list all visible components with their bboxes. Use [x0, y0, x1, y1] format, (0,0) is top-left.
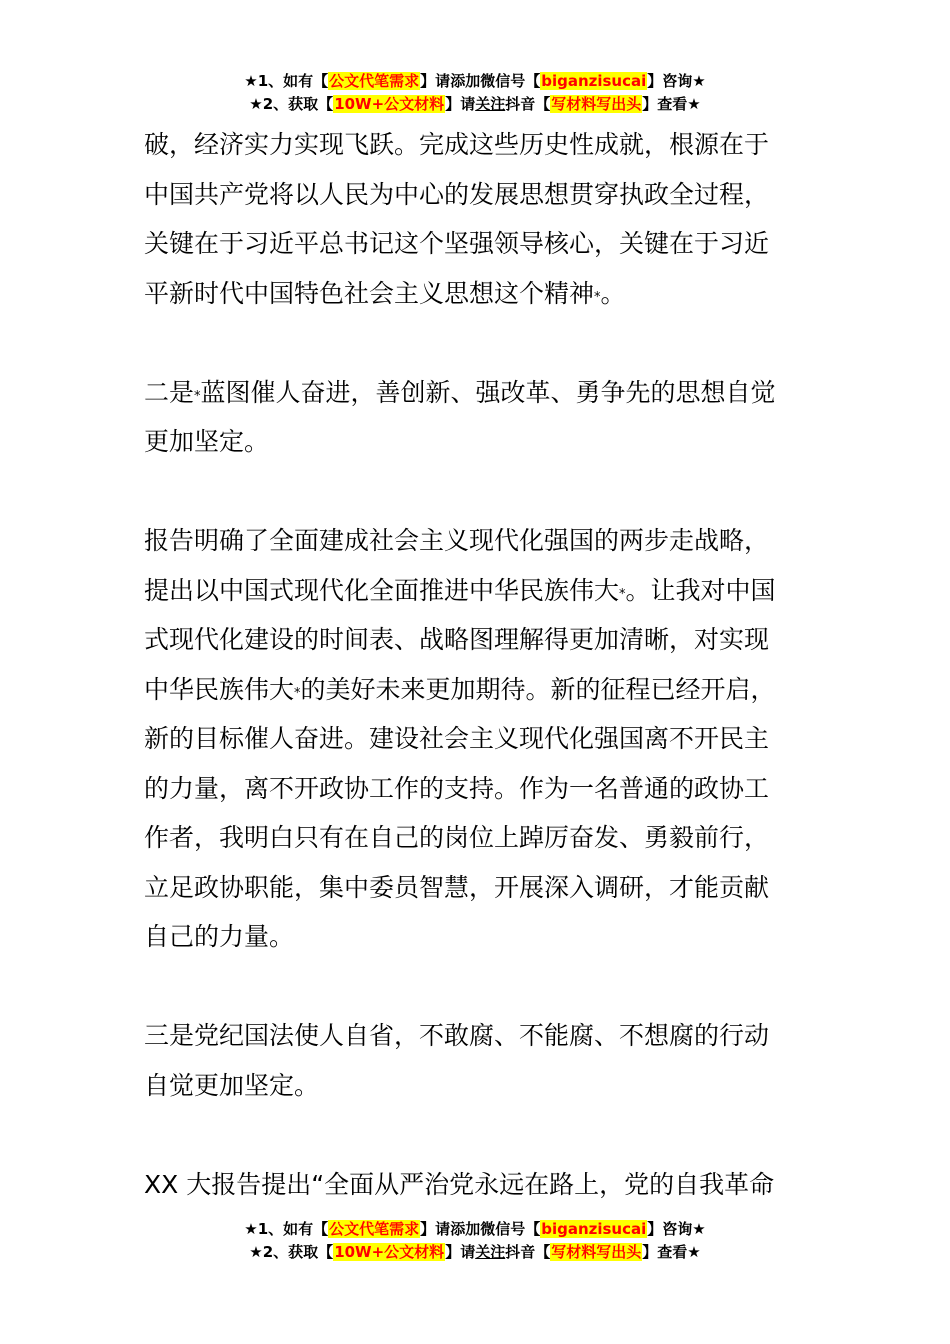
body-line: 式现代化建设的时间表、战略图理解得更加清晰，对实现	[144, 625, 770, 654]
body-line: XX 大报告提出“全面从严治党永远在路上，党的自我革命	[144, 1169, 775, 1199]
paragraph-gap	[144, 318, 824, 368]
banner-highlight: biganzisucai	[541, 1220, 647, 1238]
body-text: 提出以中国式现代化全面推进中华民族伟大	[144, 575, 620, 605]
banner-emphasis: 添加	[450, 1220, 481, 1238]
body-line: 中国共产党将以人民为中心的发展思想贯穿执政全过程，	[144, 179, 770, 209]
banner-text: ★2、获取【	[249, 95, 334, 113]
banner-text: 】查看★	[642, 95, 701, 113]
banner-highlight: 写材料写出头	[551, 95, 642, 113]
banner-text: 微信号【	[480, 1220, 541, 1238]
body-text: 。让我对中国	[625, 575, 776, 605]
banner-text: ★1、如有【	[244, 72, 329, 90]
redaction-mark: *	[594, 289, 601, 305]
banner-text: 】查看★	[642, 1243, 701, 1261]
body-text: 。	[600, 278, 626, 308]
banner-highlight: 公文代笔需求	[329, 1220, 420, 1238]
banner-text: 微信号【	[480, 72, 541, 90]
banner-text: 抖音【	[505, 1243, 551, 1261]
banner-highlight: biganzisucai	[541, 72, 647, 90]
body-line: 的力量，离不开政协工作的支持。作为一名普通的政协工	[144, 773, 770, 803]
section-heading-line: 自觉更加坚定。	[144, 1070, 320, 1100]
redaction-mark: *	[294, 685, 301, 701]
body-line: 关键在于习近平总书记这个坚强领导核心，关键在于习近	[144, 229, 770, 258]
redaction-mark: *	[619, 586, 626, 602]
section-heading-line	[144, 368, 824, 418]
banner-line-2	[0, 1241, 950, 1264]
banner-text: 】请	[445, 95, 476, 113]
paragraph-gap	[144, 962, 824, 1012]
body-line	[144, 665, 824, 715]
banner-emphasis: 关注	[475, 95, 506, 113]
banner-line-1	[0, 1218, 950, 1241]
banner-text: 】请	[445, 1243, 476, 1261]
body-line	[144, 269, 824, 319]
body-line: 作者，我明白只有在自己的岗位上踔厉奋发、勇毅前行，	[144, 823, 770, 852]
banner-text: 】请	[420, 1220, 451, 1238]
banner-text: 】请	[420, 72, 451, 90]
body-line: 报告明确了全面建成社会主义现代化强国的两步走战略，	[144, 526, 770, 555]
banner-emphasis: 关注	[475, 1243, 506, 1261]
banner-emphasis: 添加	[450, 72, 481, 90]
banner-text: 抖音【	[505, 95, 551, 113]
body-line: 自己的力量。	[144, 922, 295, 951]
paragraph-gap	[144, 467, 824, 517]
banner-text: ★1、如有【	[244, 1220, 329, 1238]
banner-line-1	[0, 70, 950, 93]
body-line: 新的目标催人奋进。建设社会主义现代化强国离不开民主	[144, 724, 770, 753]
footer-banner	[0, 1218, 950, 1264]
banner-highlight: 写材料写出头	[551, 1243, 642, 1261]
body-text: 平新时代中国特色社会主义思想这个精神	[144, 278, 595, 308]
banner-text: 】咨询★	[647, 1220, 706, 1238]
banner-highlight: 10W+公文材料	[334, 95, 445, 113]
redaction-mark: *	[194, 388, 201, 404]
document-body	[144, 120, 824, 1209]
banner-line-2	[0, 93, 950, 116]
paragraph-gap	[144, 1110, 824, 1160]
body-text: 二是	[144, 377, 195, 407]
body-text: 的美好未来更加期待。新的征程已经开启，	[300, 674, 776, 704]
section-heading-line: 更加坚定。	[144, 427, 270, 456]
body-line: 破，经济实力实现飞跃。完成这些历史性成就，根源在于	[144, 130, 770, 159]
body-line: 立足政协职能，集中委员智慧，开展深入调研，才能贡献	[144, 872, 770, 902]
banner-highlight: 10W+公文材料	[334, 1243, 445, 1261]
body-line	[144, 566, 824, 616]
body-text: 中华民族伟大	[144, 674, 295, 704]
banner-text: ★2、获取【	[249, 1243, 334, 1261]
section-heading-line: 三是党纪国法使人自省，不敢腐、不能腐、不想腐的行动	[144, 1021, 770, 1050]
header-banner	[0, 70, 950, 116]
banner-text: 】咨询★	[647, 72, 706, 90]
banner-highlight: 公文代笔需求	[329, 72, 420, 90]
body-text: 蓝图催人奋进，善创新、强改革、勇争先的思想自觉	[200, 377, 776, 407]
